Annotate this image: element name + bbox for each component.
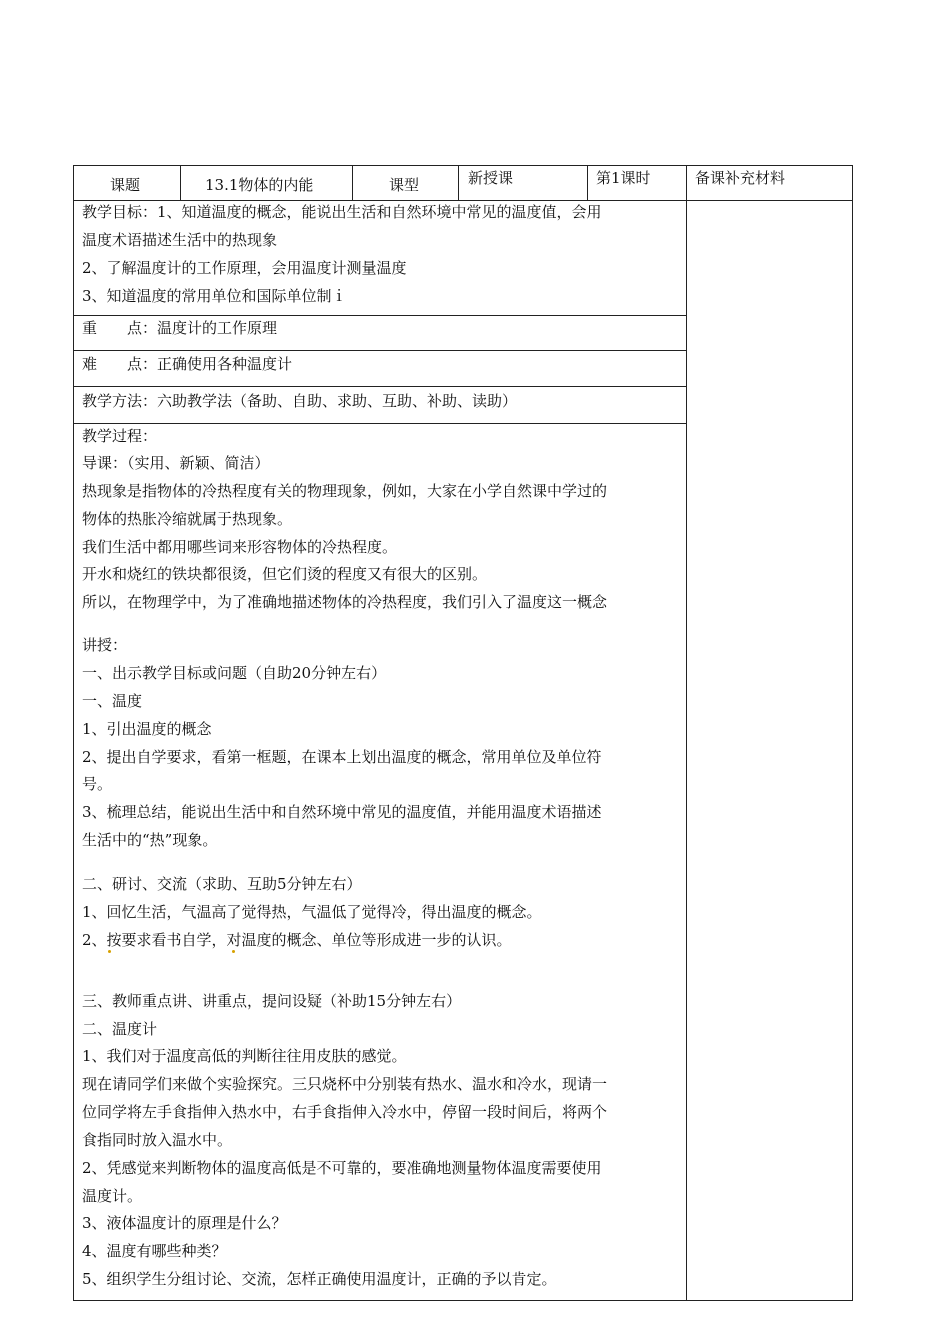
- key-point: 重 点：温度计的工作原理: [82, 319, 278, 337]
- goals-line: 3、知道温度的常用单位和国际单位制ｉ: [82, 287, 347, 305]
- notes-column-divider: [686, 165, 687, 1301]
- annotation-mark: [108, 950, 111, 953]
- period-value: 第1课时: [596, 169, 651, 187]
- process-line: 2、提出自学要求，看第一框题，在课本上划出温度的概念，常用单位及单位符: [82, 748, 602, 766]
- process-line: 一、出示教学目标或问题（自助20分钟左右）: [82, 664, 387, 682]
- process-line: 5、组织学生分组讨论、交流，怎样正确使用温度计，正确的予以肯定。: [82, 1270, 557, 1288]
- header-col-divider-3: [458, 165, 459, 201]
- process-line: 开水和烧红的铁块都很烫，但它们烫的程度又有很大的区别。: [82, 565, 488, 583]
- annotation-mark: [232, 950, 235, 953]
- process-line: 4、温度有哪些种类？: [82, 1242, 227, 1260]
- type-value: 新授课: [468, 169, 514, 187]
- table-right-border: [852, 165, 853, 1301]
- process-line: 教学过程：: [82, 427, 158, 445]
- process-line: 所以，在物理学中，为了准确地描述物体的冷热程度，我们引入了温度这一概念: [82, 593, 608, 611]
- process-line: 导课：（实用、新颖、简洁）: [82, 454, 270, 472]
- goals-line: 温度术语描述生活中的热现象: [82, 231, 278, 249]
- process-line: 2、凭感觉来判断物体的温度高低是不可靠的，要准确地测量物体温度需要使用: [82, 1159, 602, 1177]
- goals-row-divider: [73, 315, 686, 316]
- process-line: 现在请同学们来做个实验探究。三只烧杯中分别装有热水、温水和冷水，现请一: [82, 1075, 608, 1093]
- process-line: 生活中的“热”现象。: [82, 831, 218, 849]
- type-label: 课型: [389, 176, 420, 194]
- method-row-divider: [73, 423, 686, 424]
- process-line: 讲授：: [82, 636, 128, 654]
- process-line: 二、研讨、交流（求助、互助5分钟左右）: [82, 875, 362, 893]
- process-line: 1、我们对于温度高低的判断往往用皮肤的感觉。: [82, 1047, 407, 1065]
- difficulty-row-divider: [73, 386, 686, 387]
- process-line: 2、按要求看书自学，对温度的概念、单位等形成进一步的认识。: [82, 931, 512, 949]
- key-point-row-divider: [73, 350, 686, 351]
- goals-line: 2、了解温度计的工作原理，会用温度计测量温度: [82, 259, 407, 277]
- process-line: 温度计。: [82, 1187, 143, 1205]
- subject-label: 课题: [110, 176, 141, 194]
- table-bottom-border: [73, 1300, 853, 1301]
- process-line: 物体的热胀冷缩就属于热现象。: [82, 510, 293, 528]
- process-line: 3、梳理总结，能说出生活中和自然环境中常见的温度值，并能用温度术语描述: [82, 803, 602, 821]
- teaching-method: 教学方法：六助教学法（备助、自助、求助、互助、补助、读助）: [82, 392, 518, 410]
- process-line: 位同学将左手食指伸入热水中，右手食指伸入冷水中，停留一段时间后，将两个: [82, 1103, 608, 1121]
- process-line: 食指同时放入温水中。: [82, 1131, 233, 1149]
- process-line: 号。: [82, 775, 113, 793]
- process-line: 3、液体温度计的原理是什么？: [82, 1214, 287, 1232]
- header-col-divider-1: [180, 165, 181, 201]
- notes-column-label: 备课补充材料: [695, 169, 786, 187]
- process-line: 我们生活中都用哪些词来形容物体的冷热程度。: [82, 538, 398, 556]
- difficulty: 难 点：正确使用各种温度计: [82, 355, 293, 373]
- process-line: 三、教师重点讲、讲重点，提问设疑（补助15分钟左右）: [82, 992, 462, 1010]
- process-line: 二、温度计: [82, 1020, 158, 1038]
- process-line: 1、引出温度的概念: [82, 720, 212, 738]
- header-col-divider-4: [587, 165, 588, 201]
- process-line: 一、温度: [82, 692, 143, 710]
- subject-value: 13.1物体的内能: [205, 176, 314, 194]
- process-line: 1、回忆生活，气温高了觉得热，气温低了觉得冷，得出温度的概念。: [82, 903, 542, 921]
- goals-line: 教学目标：1、知道温度的概念，能说出生活和自然环境中常见的温度值，会用: [82, 203, 602, 221]
- process-line: 热现象是指物体的冷热程度有关的物理现象，例如，大家在小学自然课中学过的: [82, 482, 608, 500]
- header-row-divider: [73, 200, 853, 201]
- header-col-divider-2: [352, 165, 353, 201]
- table-left-border: [73, 165, 74, 1301]
- table-top-border: [73, 165, 853, 166]
